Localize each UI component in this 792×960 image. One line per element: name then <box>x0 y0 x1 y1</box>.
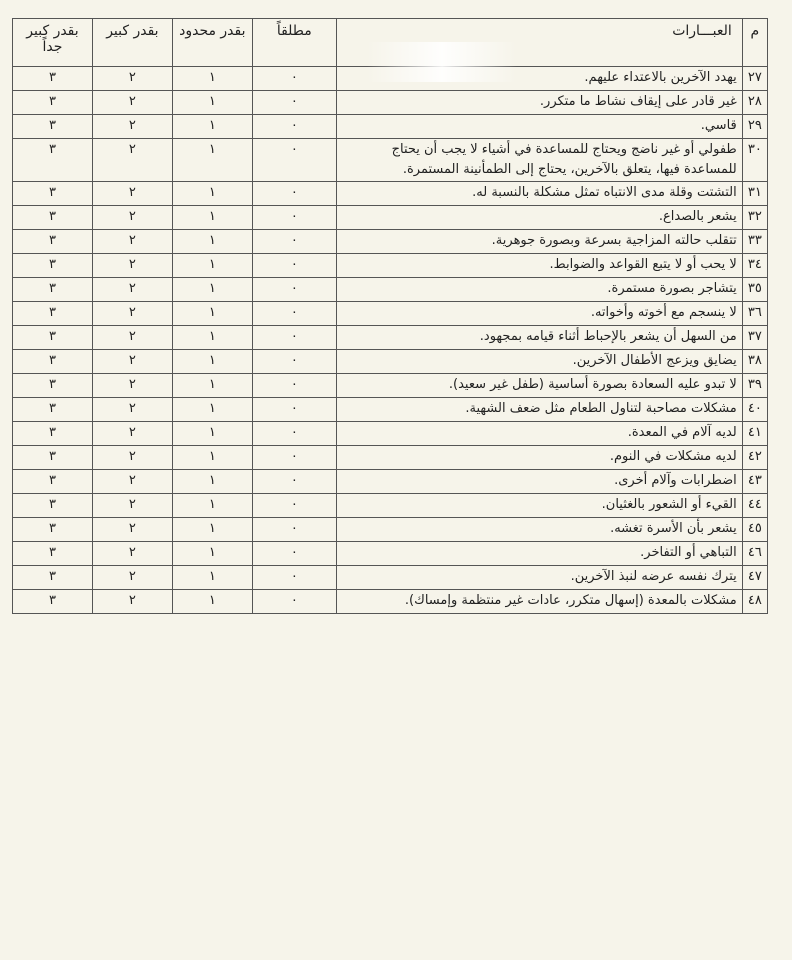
score-limited: ١ <box>172 590 252 614</box>
table-row <box>13 542 768 566</box>
table-row <box>13 91 768 115</box>
score-limited: ١ <box>172 115 252 139</box>
score-limited: ١ <box>172 326 252 350</box>
score-limited: ١ <box>172 278 252 302</box>
score-large: ٢ <box>92 470 172 494</box>
row-statement: قاسي. <box>336 115 742 139</box>
score-never: ٠ <box>252 446 336 470</box>
score-never: ٠ <box>252 67 336 91</box>
row-number: ٤٣ <box>742 470 767 494</box>
score-very-large: ٣ <box>13 422 93 446</box>
score-limited: ١ <box>172 398 252 422</box>
score-large: ٢ <box>92 422 172 446</box>
score-very-large: ٣ <box>13 139 93 182</box>
score-limited: ١ <box>172 374 252 398</box>
row-statement: القيء أو الشعور بالغثيان. <box>336 494 742 518</box>
score-limited: ١ <box>172 470 252 494</box>
score-limited: ١ <box>172 542 252 566</box>
row-statement: لا يحب أو لا يتبع القواعد والضوابط. <box>336 254 742 278</box>
score-limited: ١ <box>172 518 252 542</box>
score-very-large: ٣ <box>13 302 93 326</box>
score-never: ٠ <box>252 398 336 422</box>
header-very-large: بقدر كبير جداً <box>13 19 93 67</box>
score-very-large: ٣ <box>13 254 93 278</box>
score-limited: ١ <box>172 254 252 278</box>
score-never: ٠ <box>252 470 336 494</box>
score-very-large: ٣ <box>13 278 93 302</box>
row-statement: طفولي أو غير ناضج ويحتاج للمساعدة في أشياء لا يجب أن يحتاج للمساعدة فيها، يتعلق بالآخرين، يحتاج إلى الطمأنينة المستمرة. <box>336 139 742 182</box>
score-very-large: ٣ <box>13 182 93 206</box>
table-row <box>13 326 768 350</box>
row-statement: يشعر بأن الأسرة تغشه. <box>336 518 742 542</box>
score-limited: ١ <box>172 182 252 206</box>
row-statement: التباهي أو التفاخر. <box>336 542 742 566</box>
table-row <box>13 182 768 206</box>
score-very-large: ٣ <box>13 206 93 230</box>
row-statement: لا ينسجم مع أخوته وأخواته. <box>336 302 742 326</box>
table-row <box>13 518 768 542</box>
score-very-large: ٣ <box>13 374 93 398</box>
score-never: ٠ <box>252 350 336 374</box>
score-large: ٢ <box>92 542 172 566</box>
score-limited: ١ <box>172 139 252 182</box>
score-never: ٠ <box>252 542 336 566</box>
header-number: م <box>742 19 767 67</box>
row-number: ٤٦ <box>742 542 767 566</box>
score-never: ٠ <box>252 206 336 230</box>
row-number: ٤٢ <box>742 446 767 470</box>
score-large: ٢ <box>92 139 172 182</box>
score-limited: ١ <box>172 91 252 115</box>
score-large: ٢ <box>92 566 172 590</box>
table-row <box>13 494 768 518</box>
table-row <box>13 350 768 374</box>
score-large: ٢ <box>92 494 172 518</box>
row-number: ٣١ <box>742 182 767 206</box>
table-row <box>13 398 768 422</box>
score-large: ٢ <box>92 446 172 470</box>
score-very-large: ٣ <box>13 590 93 614</box>
row-number: ٢٩ <box>742 115 767 139</box>
score-large: ٢ <box>92 374 172 398</box>
table-row <box>13 374 768 398</box>
score-never: ٠ <box>252 139 336 182</box>
score-limited: ١ <box>172 446 252 470</box>
header-statements: العبـــارات <box>336 19 742 67</box>
table-row <box>13 278 768 302</box>
score-limited: ١ <box>172 230 252 254</box>
table-row <box>13 206 768 230</box>
row-statement: التشتت وقلة مدى الانتباه تمثل مشكلة بالنسبة له. <box>336 182 742 206</box>
score-never: ٠ <box>252 590 336 614</box>
score-very-large: ٣ <box>13 67 93 91</box>
score-never: ٠ <box>252 302 336 326</box>
score-very-large: ٣ <box>13 398 93 422</box>
score-never: ٠ <box>252 115 336 139</box>
table-row <box>13 230 768 254</box>
table-row <box>13 115 768 139</box>
questionnaire-sheet <box>12 18 780 614</box>
table-row <box>13 139 768 182</box>
row-number: ٣٠ <box>742 139 767 182</box>
table-row <box>13 422 768 446</box>
score-large: ٢ <box>92 254 172 278</box>
row-statement: لديه مشكلات في النوم. <box>336 446 742 470</box>
table-row <box>13 446 768 470</box>
score-large: ٢ <box>92 302 172 326</box>
row-statement: يضايق ويزعج الأطفال الآخرين. <box>336 350 742 374</box>
score-never: ٠ <box>252 91 336 115</box>
row-number: ٣٥ <box>742 278 767 302</box>
row-statement: لا تبدو عليه السعادة بصورة أساسية (طفل غير سعيد). <box>336 374 742 398</box>
row-number: ٣٨ <box>742 350 767 374</box>
row-statement: يهدد الآخرين بالاعتداء عليهم. <box>336 67 742 91</box>
row-number: ٤٥ <box>742 518 767 542</box>
row-statement: لديه آلام في المعدة. <box>336 422 742 446</box>
score-large: ٢ <box>92 206 172 230</box>
score-very-large: ٣ <box>13 494 93 518</box>
row-number: ٣٦ <box>742 302 767 326</box>
score-large: ٢ <box>92 91 172 115</box>
questionnaire-table <box>12 18 768 614</box>
score-very-large: ٣ <box>13 446 93 470</box>
row-number: ٤٨ <box>742 590 767 614</box>
score-very-large: ٣ <box>13 115 93 139</box>
score-large: ٢ <box>92 518 172 542</box>
score-very-large: ٣ <box>13 566 93 590</box>
score-never: ٠ <box>252 566 336 590</box>
score-large: ٢ <box>92 350 172 374</box>
row-number: ٣٢ <box>742 206 767 230</box>
score-very-large: ٣ <box>13 350 93 374</box>
score-limited: ١ <box>172 67 252 91</box>
header-never: مطلقاً <box>252 19 336 67</box>
row-statement: يتشاجر بصورة مستمرة. <box>336 278 742 302</box>
score-never: ٠ <box>252 374 336 398</box>
score-never: ٠ <box>252 326 336 350</box>
row-statement: اضطرابات وآلام أخرى. <box>336 470 742 494</box>
score-very-large: ٣ <box>13 326 93 350</box>
row-statement: تتقلب حالته المزاجية بسرعة وبصورة جوهرية. <box>336 230 742 254</box>
row-number: ٤٤ <box>742 494 767 518</box>
score-large: ٢ <box>92 182 172 206</box>
score-very-large: ٣ <box>13 518 93 542</box>
score-limited: ١ <box>172 350 252 374</box>
score-never: ٠ <box>252 182 336 206</box>
row-statement: من السهل أن يشعر بالإحباط أثناء قيامه بمجهود. <box>336 326 742 350</box>
score-limited: ١ <box>172 566 252 590</box>
blurred-area <box>367 42 517 82</box>
score-never: ٠ <box>252 494 336 518</box>
row-number: ٣٧ <box>742 326 767 350</box>
row-number: ٣٣ <box>742 230 767 254</box>
score-large: ٢ <box>92 398 172 422</box>
row-statement: مشكلات مصاحبة لتناول الطعام مثل ضعف الشهية. <box>336 398 742 422</box>
score-never: ٠ <box>252 230 336 254</box>
score-limited: ١ <box>172 422 252 446</box>
score-large: ٢ <box>92 115 172 139</box>
table-row <box>13 470 768 494</box>
row-statement: مشكلات بالمعدة (إسهال متكرر، عادات غير منتظمة وإمساك). <box>336 590 742 614</box>
row-number: ٤١ <box>742 422 767 446</box>
score-very-large: ٣ <box>13 470 93 494</box>
table-row <box>13 254 768 278</box>
score-large: ٢ <box>92 326 172 350</box>
row-statement: غير قادر على إيقاف نشاط ما متكرر. <box>336 91 742 115</box>
score-never: ٠ <box>252 518 336 542</box>
row-number: ٣٩ <box>742 374 767 398</box>
score-limited: ١ <box>172 494 252 518</box>
score-limited: ١ <box>172 206 252 230</box>
row-number: ٤٠ <box>742 398 767 422</box>
score-never: ٠ <box>252 254 336 278</box>
row-number: ٣٤ <box>742 254 767 278</box>
header-limited: بقدر محدود <box>172 19 252 67</box>
score-very-large: ٣ <box>13 230 93 254</box>
score-large: ٢ <box>92 590 172 614</box>
score-very-large: ٣ <box>13 91 93 115</box>
row-statement: يترك نفسه عرضه لنبذ الآخرين. <box>336 566 742 590</box>
score-never: ٠ <box>252 422 336 446</box>
table-row <box>13 302 768 326</box>
header-large: بقدر كبير <box>92 19 172 67</box>
score-large: ٢ <box>92 278 172 302</box>
score-large: ٢ <box>92 230 172 254</box>
row-number: ٢٧ <box>742 67 767 91</box>
table-row <box>13 566 768 590</box>
row-statement: يشعر بالصداع. <box>336 206 742 230</box>
row-number: ٤٧ <box>742 566 767 590</box>
score-large: ٢ <box>92 67 172 91</box>
score-never: ٠ <box>252 278 336 302</box>
score-limited: ١ <box>172 302 252 326</box>
row-number: ٢٨ <box>742 91 767 115</box>
score-very-large: ٣ <box>13 542 93 566</box>
table-row <box>13 590 768 614</box>
